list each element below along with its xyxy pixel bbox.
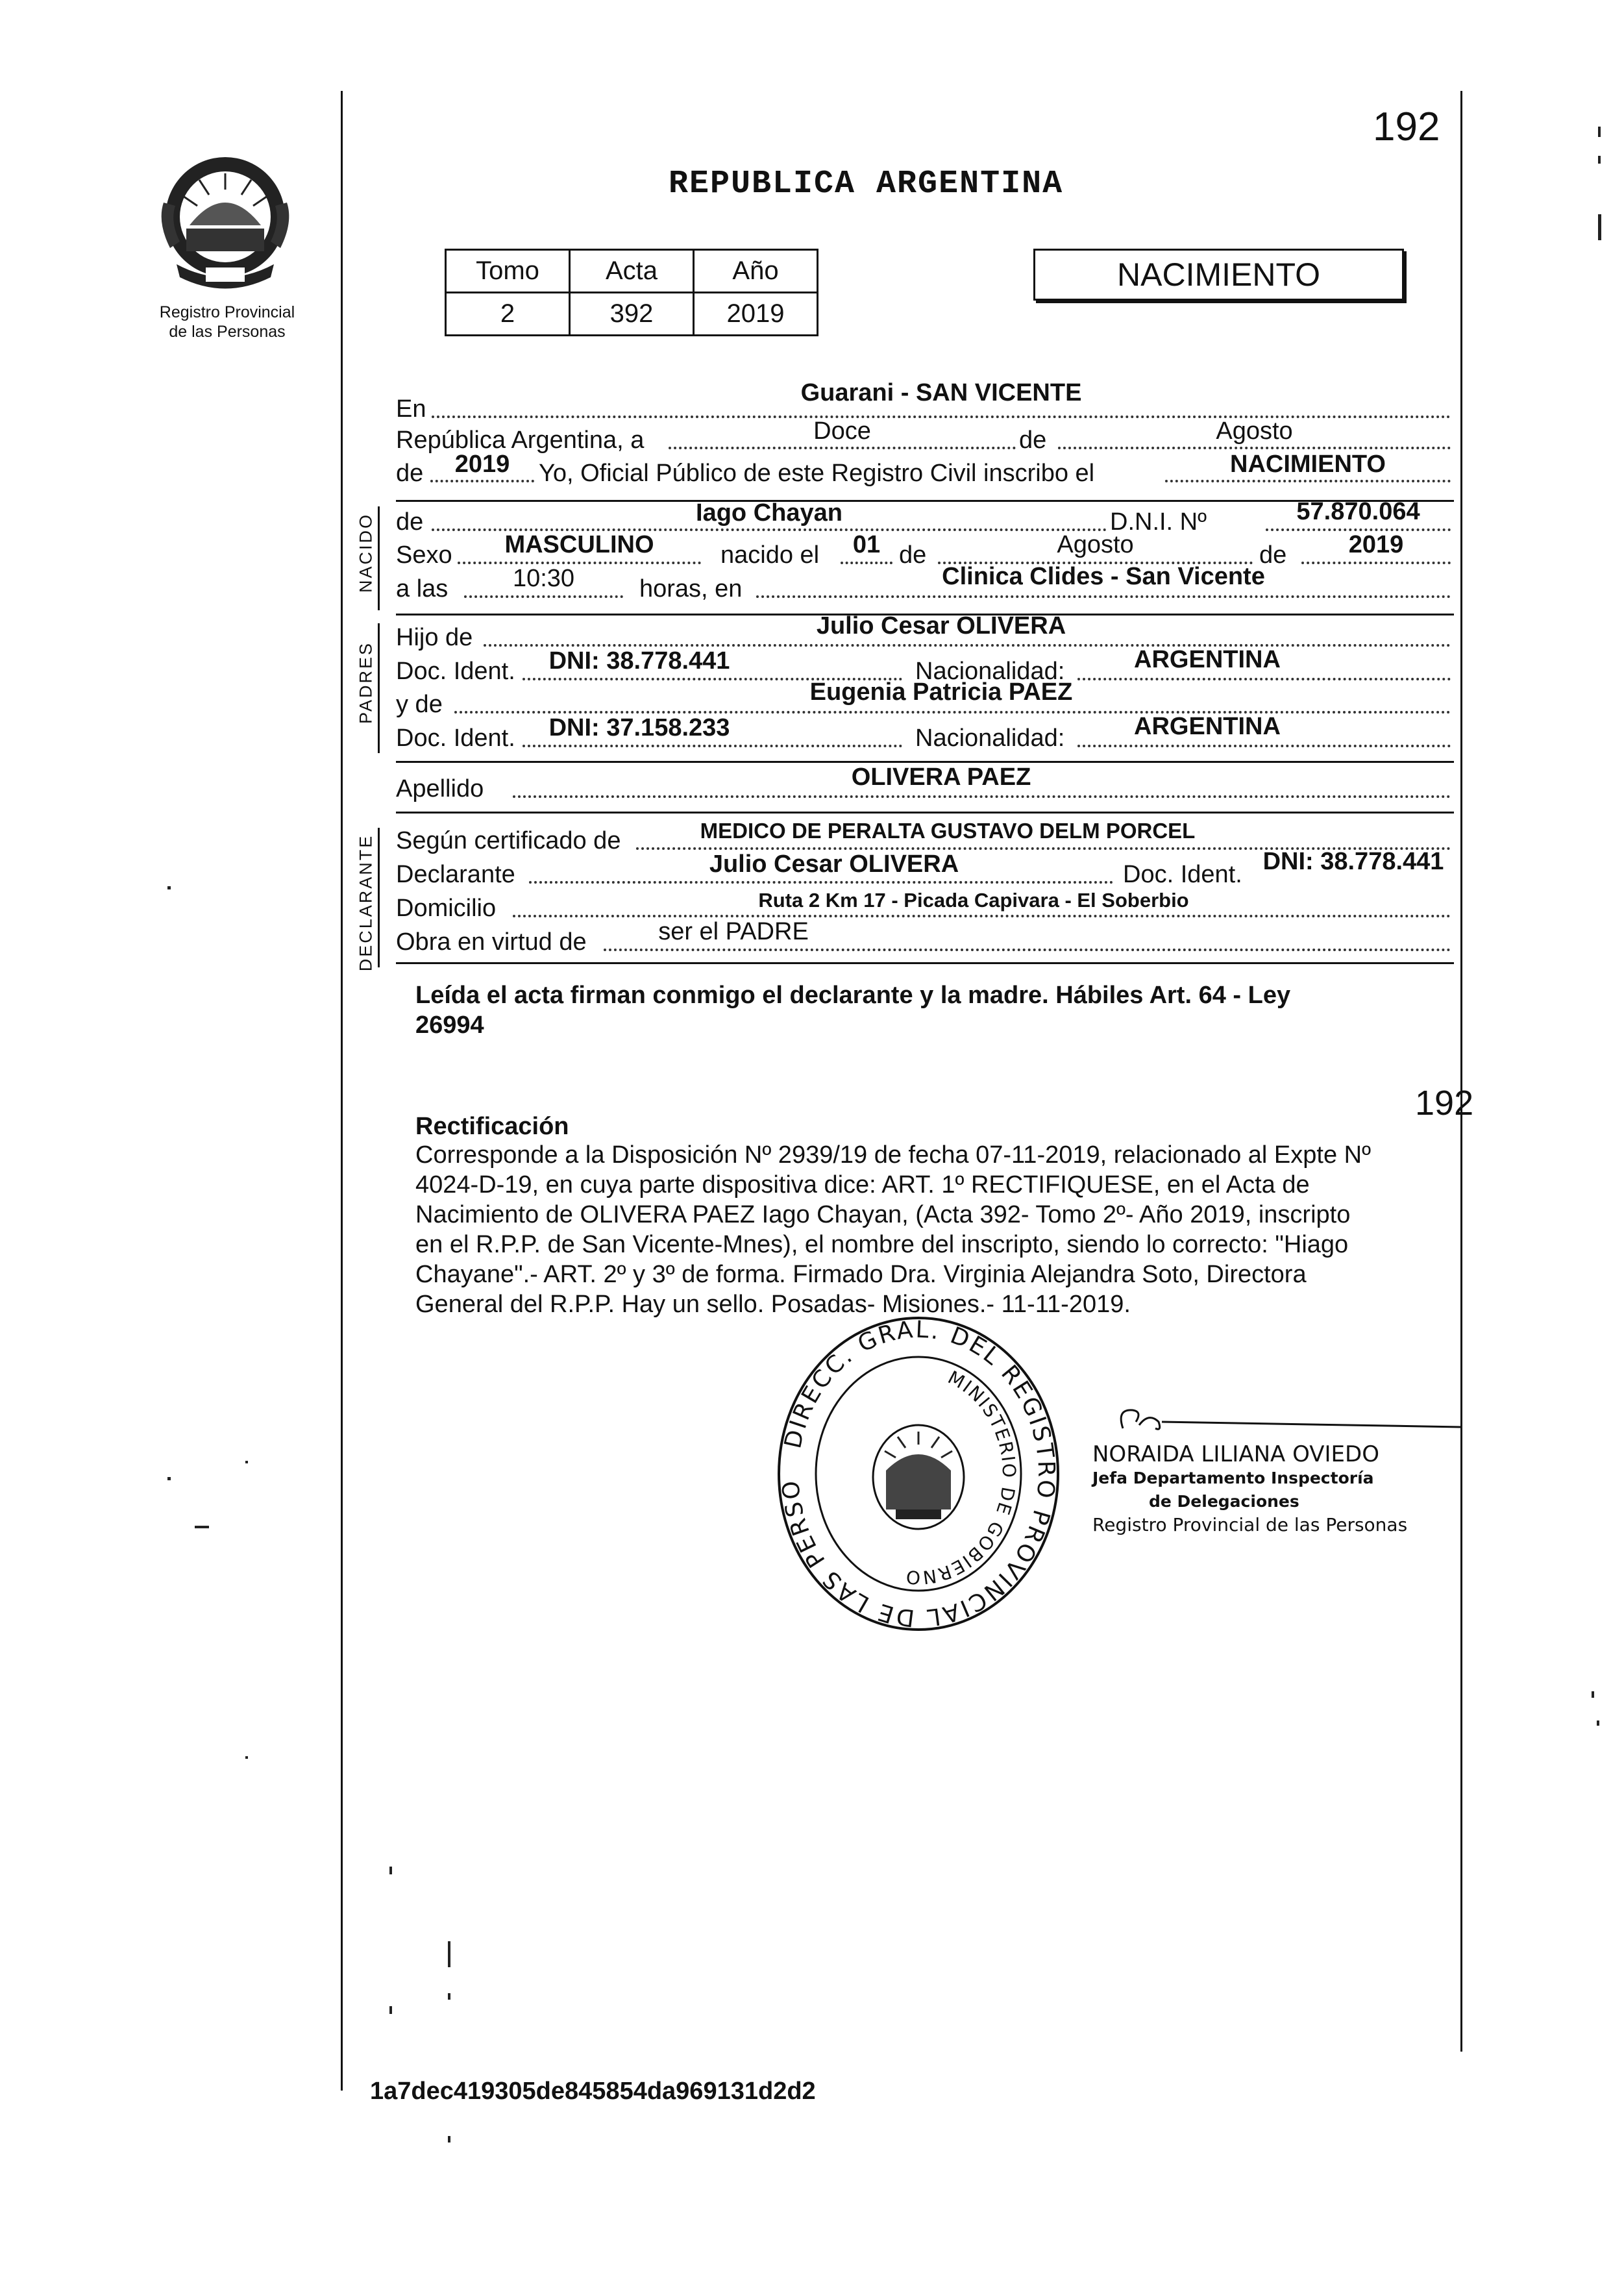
father-nationality-label: Nacionalidad:: [915, 658, 1065, 685]
rectificacion-body: [415, 1140, 1467, 1319]
mother-doc-label: Doc. Ident.: [396, 725, 515, 752]
year-dotted-line: [430, 480, 534, 482]
scan-mark: [245, 1461, 248, 1463]
de-label: de: [1019, 427, 1047, 454]
scan-mark: [1598, 214, 1601, 240]
crest-label-line1: Registro Provincial: [159, 303, 295, 321]
domicilio-label: Domicilio: [396, 895, 497, 922]
hijo-de-label: Hijo de: [396, 624, 473, 651]
document-hash: 1a7dec419305de845854da969131d2d2: [370, 2078, 816, 2105]
de2-label: de: [396, 460, 424, 487]
rectificacion-line: Corresponde a la Disposición Nº 2939/19 de fecha 07-11-2019, relacionado al Expte Nº: [415, 1141, 1371, 1169]
day-dotted-line: [669, 447, 1016, 449]
scan-mark: [1592, 1691, 1594, 1698]
declarante-bracket: [378, 828, 380, 967]
closing-line2: 26994: [415, 1012, 484, 1039]
scan-mark: [448, 2136, 450, 2143]
oficial-text: Yo, Oficial Público de este Registro Civil inscribo el: [539, 460, 1095, 487]
y-de-label: y de: [396, 691, 443, 718]
header-tomo: Tomo: [446, 250, 570, 293]
month-dotted-line: [1058, 447, 1451, 449]
nacido-time: 10:30: [512, 565, 575, 592]
domicilio-value: Ruta 2 Km 17 - Picada Capivara - El Soberbio: [758, 889, 1189, 912]
apellido-bottom-rule: [396, 812, 1454, 814]
nacido-birth-month: Agosto: [1057, 531, 1134, 558]
apellido-label: Apellido: [396, 775, 484, 802]
mother-nationality-dotted: [1077, 745, 1451, 747]
scan-mark: [167, 886, 171, 889]
rectificacion-line: Chayane".- ART. 2º y 3º de forma. Firmado Dra. Virginia Alejandra Soto, Directora: [415, 1261, 1307, 1288]
time-dotted: [464, 595, 623, 598]
crest-label: [140, 303, 315, 342]
scan-mark: [1597, 1720, 1599, 1726]
crest-label-line2: de las Personas: [169, 323, 286, 341]
intro-place: Guarani - SAN VICENTE: [800, 379, 1082, 406]
intro-inscribo-type: NACIMIENTO: [1230, 451, 1386, 478]
rectificacion-line: General del R.P.P. Hay un sello. Posadas- Misiones.- 11-11-2019.: [415, 1291, 1131, 1318]
nacido-section-label: NACIDO: [356, 513, 376, 593]
father-name: Julio Cesar OLIVERA: [816, 612, 1066, 640]
nacido-birth-day: 01: [852, 531, 881, 558]
value-tomo: 2: [446, 293, 570, 336]
mother-nationality-label: Nacionalidad:: [915, 725, 1065, 752]
left-margin-line: [341, 91, 343, 2091]
document-title: REPUBLICA ARGENTINA: [669, 166, 1064, 203]
page-number-top: 192: [1373, 105, 1440, 149]
padres-section-label: PADRES: [356, 641, 376, 725]
official-stamp: [776, 1315, 1061, 1633]
dni-label: D.N.I. Nº: [1110, 508, 1207, 536]
obra-dotted: [604, 949, 1451, 951]
nacido-bracket: [378, 506, 380, 610]
declarante-doc-label: Doc. Ident.: [1123, 861, 1242, 888]
birthplace-dotted: [756, 595, 1451, 598]
declarante-bottom-rule: [396, 962, 1454, 964]
nacido-de-label: de: [396, 508, 424, 536]
closing-text: [415, 980, 1454, 1040]
nacido-el-label: nacido el: [720, 541, 820, 569]
apellido-dotted: [513, 795, 1451, 798]
intro-month: Agosto: [1216, 417, 1293, 445]
nacido-dni: 57.870.064: [1296, 498, 1420, 525]
father-doc: DNI: 38.778.441: [548, 647, 730, 675]
nacido-birth-year: 2019: [1348, 531, 1404, 558]
sexo-label: Sexo: [396, 541, 452, 569]
rectificacion-line: Nacimiento de OLIVERA PAEZ Iago Chayan, (Acta 392- Tomo 2º- Año 2019, inscripto: [415, 1201, 1351, 1228]
right-margin-line: [1460, 91, 1462, 2052]
nacido-name: Iago Chayan: [696, 499, 843, 527]
declarante-label: Declarante: [396, 861, 515, 888]
scan-mark: [448, 1941, 450, 1967]
signature-title: Jefa Departamento Inspectoría: [1092, 1469, 1374, 1487]
apellido-value: OLIVERA PAEZ: [851, 764, 1031, 791]
inscribo-dotted-line: [1165, 480, 1451, 482]
en-label: En: [396, 395, 426, 423]
svg-text:MINISTERIO DE GOBIERNO: MINISTERIO DE GOBIERNO: [904, 1366, 1020, 1589]
declarante-doc: DNI: 38.778.441: [1262, 848, 1444, 875]
scan-mark: [448, 1993, 450, 2000]
rectificacion-line: 4024-D-19, en cuya parte dispositiva dice: ART. 1º RECTIFIQUESE, en el Acta de: [415, 1171, 1310, 1199]
header-acta: Acta: [570, 250, 694, 293]
signature-name: NORAIDA LILIANA OVIEDO: [1092, 1441, 1379, 1467]
scan-mark: [389, 2006, 392, 2014]
a-las-label: a las: [396, 575, 449, 602]
nacido-sexo: MASCULINO: [504, 531, 654, 558]
registry-table: [445, 249, 818, 336]
certificado-value: MEDICO DE PERALTA GUSTAVO DELM PORCEL: [700, 819, 1196, 843]
mother-doc-dotted: [523, 745, 902, 747]
mother-name: Eugenia Patricia PAEZ: [809, 678, 1073, 706]
padres-bracket: [378, 623, 380, 753]
scan-mark: [195, 1526, 209, 1528]
father-doc-label: Doc. Ident.: [396, 658, 515, 685]
certificado-label: Según certificado de: [396, 827, 621, 854]
declarante-dotted: [529, 881, 1113, 884]
scan-mark: [1598, 156, 1601, 164]
record-type-box: NACIMIENTO: [1033, 249, 1404, 301]
header-ano: Año: [694, 250, 818, 293]
mother-doc: DNI: 37.158.233: [548, 714, 730, 741]
republica-label: República Argentina, a: [396, 427, 645, 454]
declarante-name: Julio Cesar OLIVERA: [709, 851, 959, 878]
svg-text:DIRECC. GRAL. DEL REGISTRO PRO: DIRECC. GRAL. DEL REGISTRO PROVINCIAL DE LAS PERSO: [777, 1316, 1060, 1632]
nacido-place: Clinica Clides - San Vicente: [942, 563, 1265, 590]
closing-line1: Leída el acta firman conmigo el declarante y la madre. Hábiles Art. 64 - Ley: [415, 982, 1291, 1009]
province-crest-logo: [151, 144, 300, 293]
value-ano: 2019: [694, 293, 818, 336]
father-nationality: ARGENTINA: [1134, 646, 1281, 673]
scan-mark: [389, 1867, 392, 1874]
signature-office: Registro Provincial de las Personas: [1092, 1514, 1408, 1535]
obra-label: Obra en virtud de: [396, 928, 587, 956]
intro-day: Doce: [813, 417, 871, 445]
scan-mark: [245, 1756, 248, 1759]
rectificacion-page-number: 192: [1415, 1084, 1474, 1123]
rectificacion-heading: Rectificación: [415, 1113, 569, 1140]
nacido-de-label2: de: [899, 541, 927, 569]
mother-nationality: ARGENTINA: [1134, 713, 1281, 740]
scan-mark: [1598, 127, 1601, 137]
declarante-section-label: DECLARANTE: [356, 834, 376, 972]
scan-mark: [167, 1477, 171, 1480]
signature-department: de Delegaciones: [1149, 1492, 1299, 1511]
value-acta: 392: [570, 293, 694, 336]
horas-label: horas, en: [639, 575, 743, 602]
obra-value: ser el PADRE: [658, 918, 809, 945]
rectificacion-line: en el R.P.P. de San Vicente-Mnes), el nombre del inscripto, siendo lo correcto: "Hiago: [415, 1231, 1349, 1258]
nacido-de-label3: de: [1259, 541, 1287, 569]
intro-year: 2019: [454, 451, 510, 478]
